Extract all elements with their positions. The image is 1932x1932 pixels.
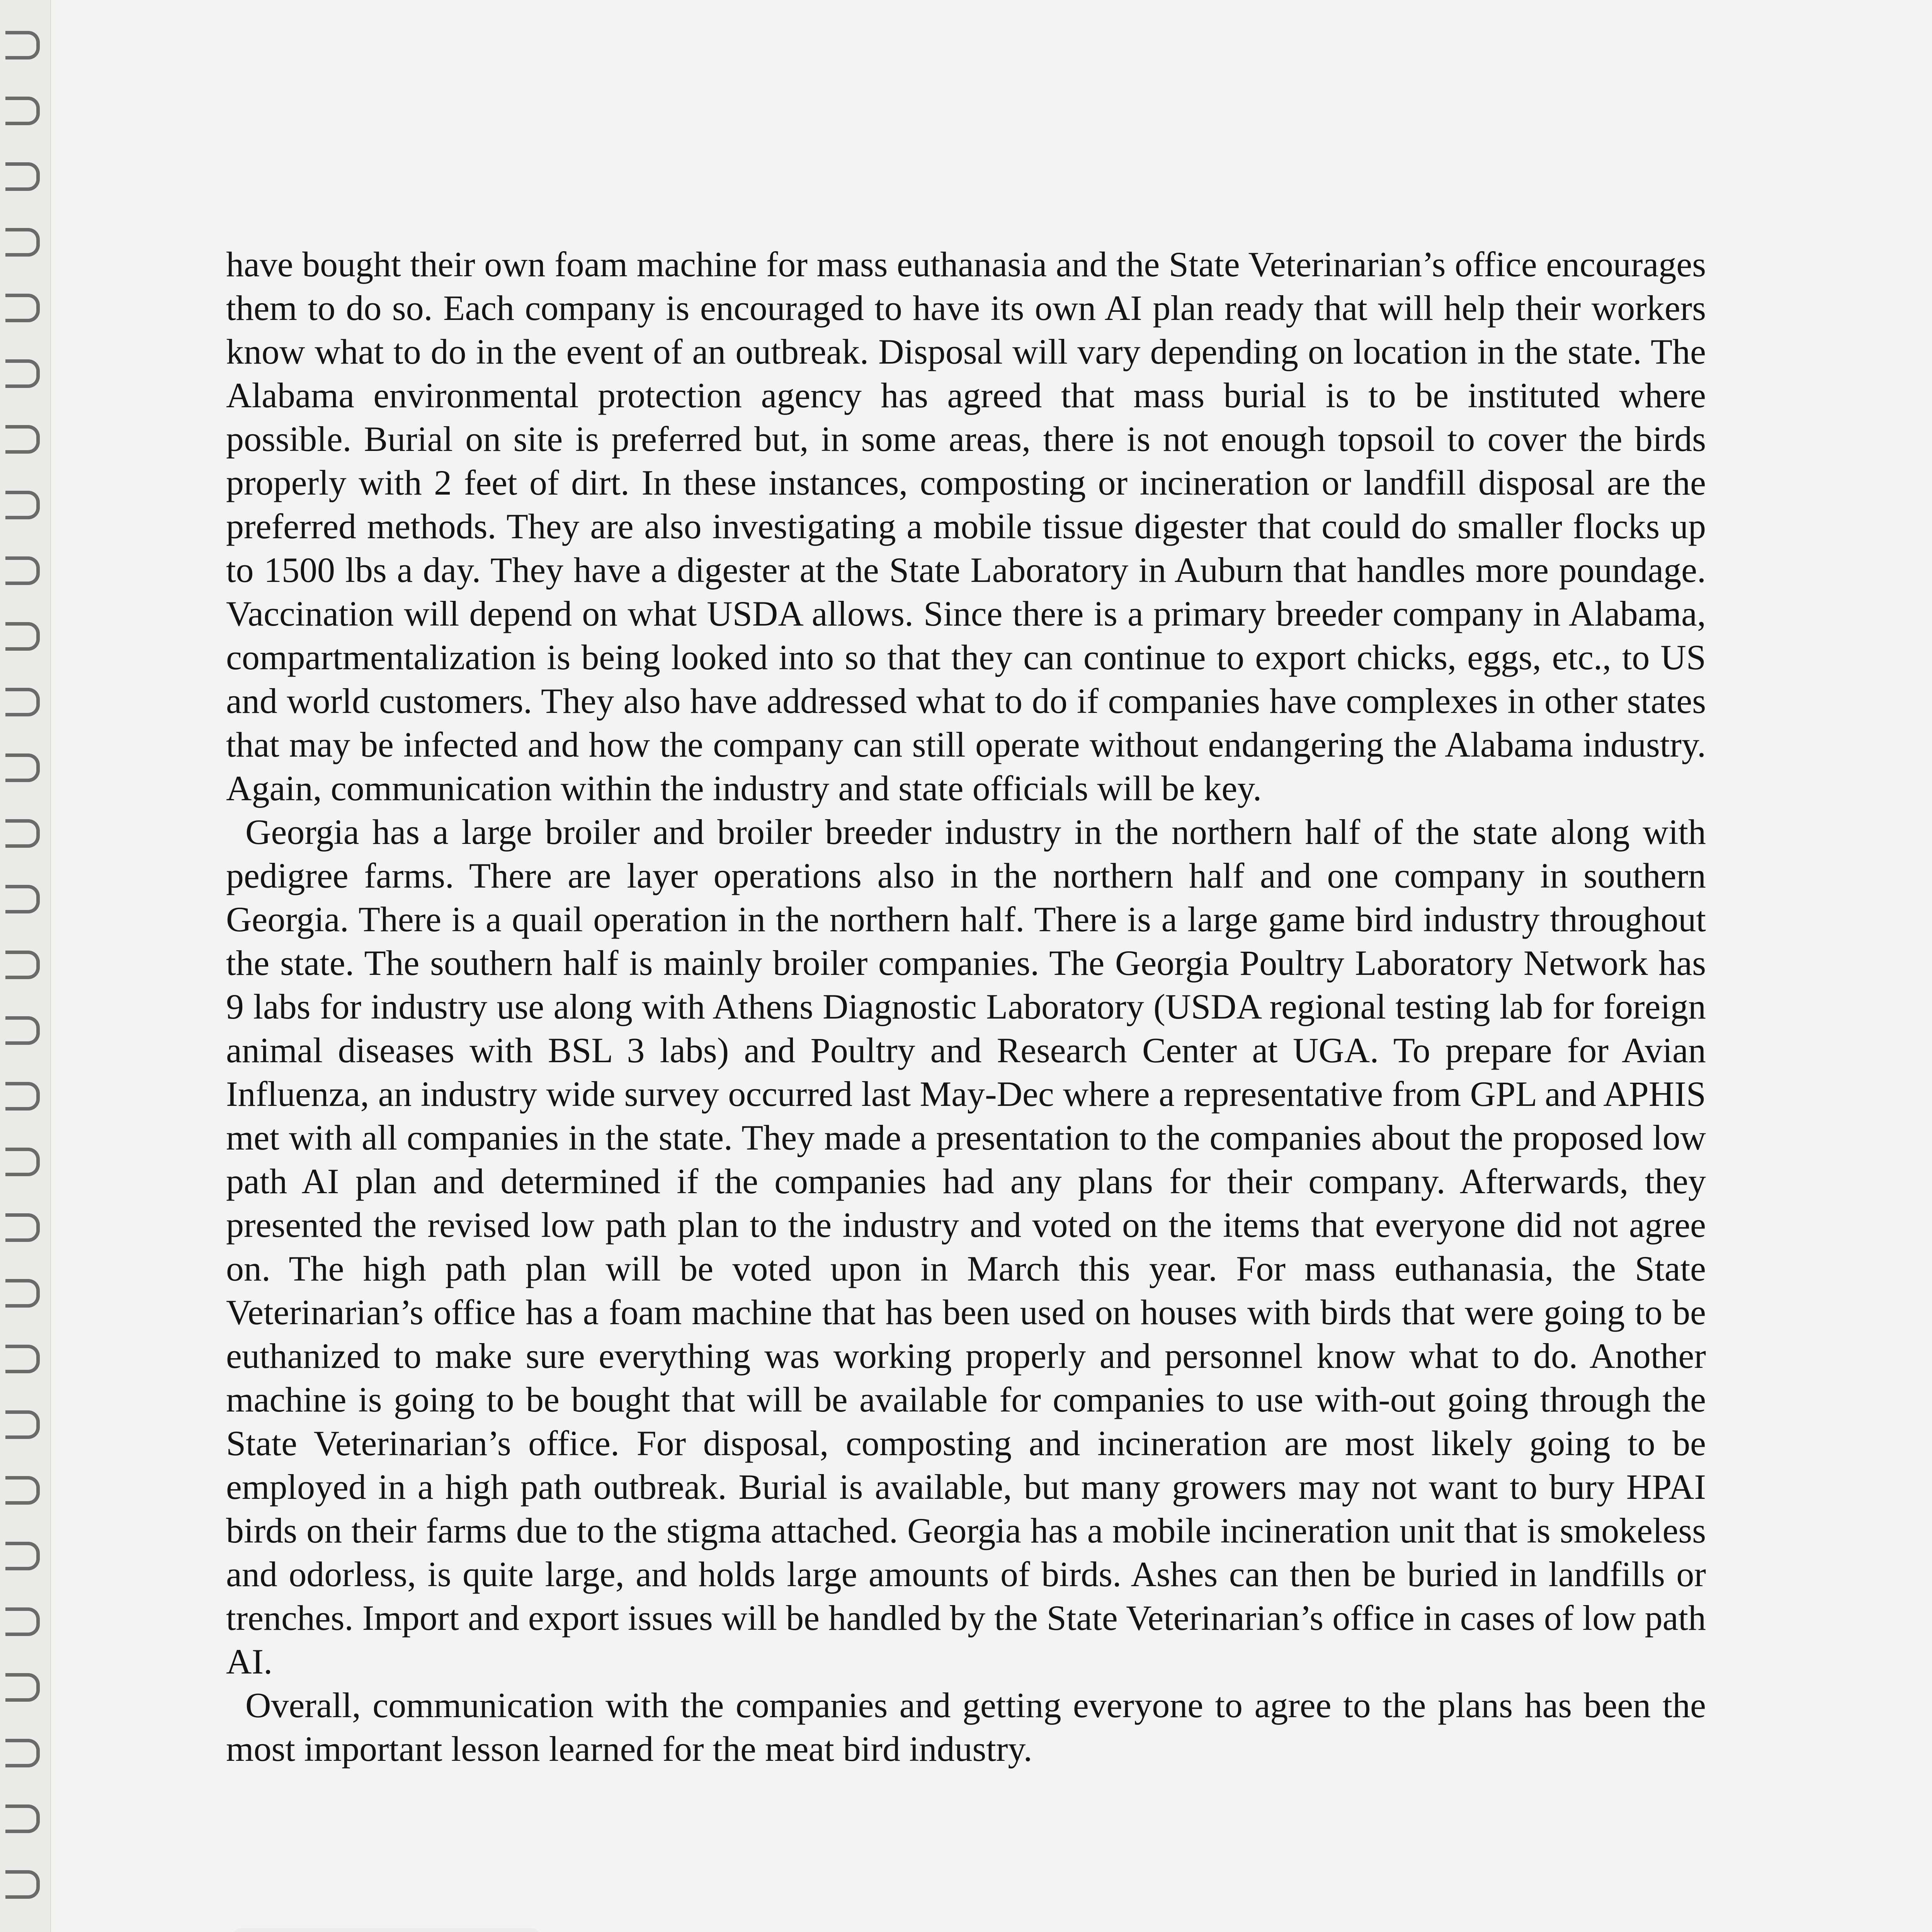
- binding-ring: [5, 1082, 40, 1111]
- binding-ring: [5, 622, 40, 651]
- spiral-binding: [0, 0, 51, 1932]
- binding-ring: [5, 556, 40, 585]
- binding-ring: [5, 228, 40, 257]
- binding-ring: [5, 951, 40, 979]
- body-text: [226, 243, 1706, 1771]
- binding-ring: [5, 1213, 40, 1242]
- binding-ring: [5, 1739, 40, 1767]
- binding-ring: [5, 819, 40, 848]
- binding-ring: [5, 753, 40, 782]
- binding-ring: [5, 1410, 40, 1439]
- binding-ring: [5, 425, 40, 454]
- binding-ring: [5, 97, 40, 125]
- binding-ring: [5, 1804, 40, 1833]
- binding-ring: [5, 1673, 40, 1702]
- binding-ring: [5, 491, 40, 519]
- binding-ring: [5, 31, 40, 60]
- binding-ring: [5, 1542, 40, 1570]
- binding-ring: [5, 688, 40, 716]
- paragraph-alabama-continued: have bought their own foam machine for mass euthanasia and the State Veterinarian’s office encourages them to do so. Each company is encouraged to have its own AI plan ready that will help their workers know what to do in the event of an outbreak. Disposal will vary depending on location in the state. The Alabama environmental protection agency has agreed that mass burial is to be instituted where possible. Burial on site is preferred but, in some areas, there is not enough topsoil to cover the birds properly with 2 feet of dirt. In these instances, composting or incineration or landfill disposal are the preferred methods. They are also investigating a mobile tissue digester that could do smaller flocks up to 1500 lbs a day. They have a digester at the State Laboratory in Auburn that handles more poundage. Vaccination will depend on what USDA allows. Since there is a primary breeder company in Alabama, compartmentalization is being looked into so that they can continue to export chicks, eggs, etc., to US and world customers. They also have addressed what to do if companies have complexes in other states that may be infected and how the company can still operate without endangering the Alabama industry. Again, communication within the industry and state officials will be key.: [226, 245, 1706, 808]
- binding-ring: [5, 359, 40, 388]
- binding-ring: [5, 294, 40, 322]
- paragraph-georgia: Georgia has a large broiler and broiler breeder industry in the northern half of the state along with pedigree farms. There are layer operations also in the northern half and one company in southern Georgia. There is a quail operation in the northern half. There is a large game bird industry throughout the state. The southern half is mainly broiler companies. The Georgia Poultry Laboratory Network has 9 labs for industry use along with Athens Diagnostic Laboratory (USDA regional testing lab for foreign animal diseases with BSL 3 labs) and Poultry and Research Center at UGA. To prepare for Avian Influenza, an industry wide survey occurred last May-Dec where a representative from GPL and APHIS met with all companies in the state. They made a presentation to the companies about the proposed low path AI plan and determined if the companies had any plans for their company. Afterwards, they presented the revised low path plan to the industry and voted on the items that everyone did not agree on. The high path plan will be voted upon in March this year. For mass euthanasia, the State Veterinarian’s office has a foam machine that has been used on houses with birds that were going to be euthanized to make sure everything was working properly and personnel know what to do. Another machine is going to be bought that will be available for companies to use with-out going through the State Veterinarian’s office. For disposal, composting and incineration are most likely going to be employed in a high path outbreak. Burial is available, but many growers may not want to bury HPAI birds on their farms due to the stigma attached. Georgia has a mobile incineration unit that is smokeless and odorless, is quite large, and holds large amounts of birds. Ashes can then be buried in landfills or trenches. Import and export issues will be handled by the State Veterinarian’s office in cases of low path AI.: [226, 812, 1706, 1681]
- binding-ring: [5, 162, 40, 191]
- binding-ring: [5, 1279, 40, 1308]
- binding-ring: [5, 1016, 40, 1045]
- binding-ring: [5, 1870, 40, 1899]
- binding-ring: [5, 1607, 40, 1636]
- binding-ring: [5, 885, 40, 913]
- binding-ring: [5, 1345, 40, 1373]
- binding-ring: [5, 1148, 40, 1176]
- scan-smudge: [232, 1928, 541, 1932]
- paragraph-overall: Overall, communication with the companies and getting everyone to agree to the plans has been the most important lesson learned for the meat bird industry.: [226, 1685, 1706, 1769]
- binding-ring: [5, 1476, 40, 1505]
